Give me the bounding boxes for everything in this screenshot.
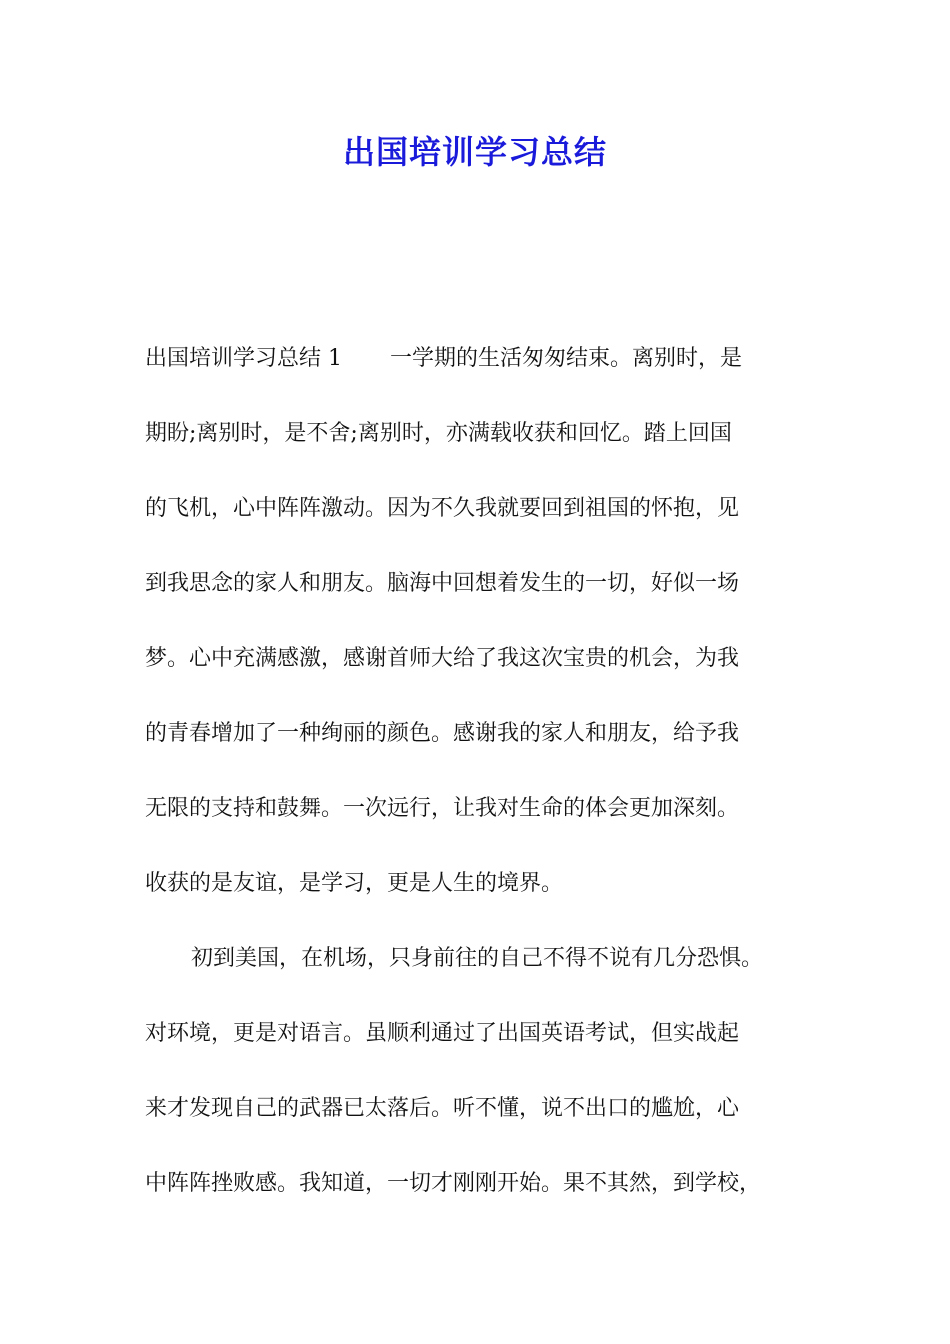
text-line: 中阵阵挫败感。我知道，一切才刚刚开始。果不其然，到学校， — [145, 1171, 762, 1196]
text-line: 期盼;离别时，是不舍;离别时，亦满载收获和回忆。踏上回国 — [145, 421, 732, 446]
text-line: 来才发现自己的武器已太落后。听不懂，说不出口的尴尬，心 — [145, 1096, 740, 1121]
text-line: 梦。心中充满感激，感谢首师大给了我这次宝贵的机会，为我 — [145, 646, 740, 671]
document-title: 出国培训学习总结 — [342, 133, 607, 171]
text-line: 无限的支持和鼓舞。一次远行，让我对生命的体会更加深刻。 — [145, 796, 740, 821]
text-line: 的飞机，心中阵阵激动。因为不久我就要回到祖国的怀抱，见 — [145, 496, 740, 521]
text-line: 对环境，更是对语言。虽顺利通过了出国英语考试，但实战起 — [145, 1021, 740, 1046]
section-heading: 出国培训学习总结 1 — [145, 346, 342, 371]
text-line: 的青春增加了一种绚丽的颜色。感谢我的家人和朋友，给予我 — [145, 721, 740, 746]
text-line-content: 一学期的生活匆匆结束。离别时，是 — [390, 346, 743, 371]
text-line — [145, 337, 825, 381]
text-line-content: 初到美国，在机场，只身前往的自己不得不说有几分恐惧。 — [191, 946, 764, 971]
text-line — [145, 937, 825, 981]
text-line: 收获的是友谊，是学习，更是人生的境界。 — [145, 871, 564, 896]
text-line: 到我思念的家人和朋友。脑海中回想着发生的一切，好似一场 — [145, 571, 740, 596]
document-body — [145, 337, 825, 1237]
